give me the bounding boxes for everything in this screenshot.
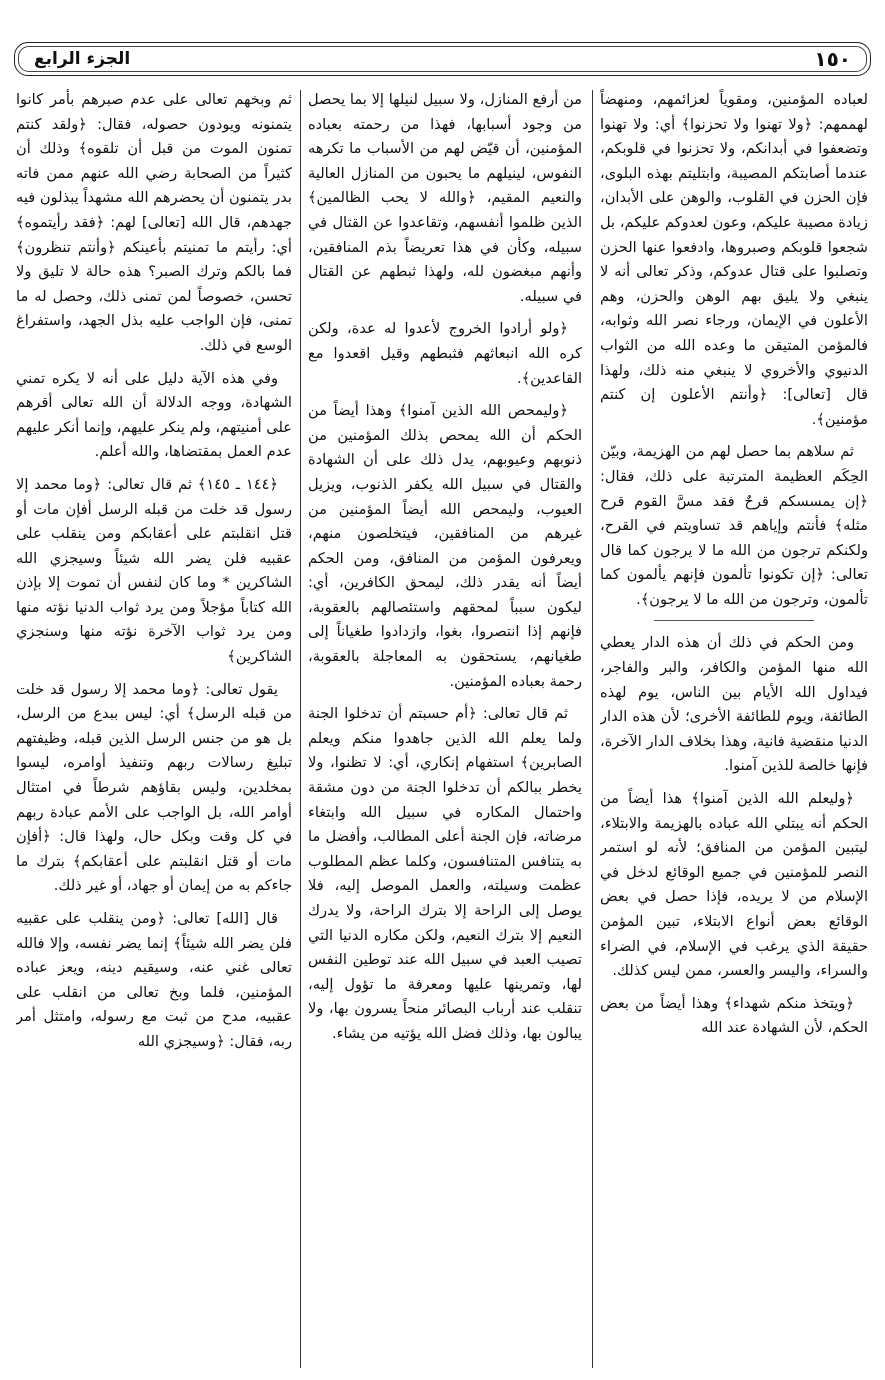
paragraph: ﴿وليمحص الله الذين آمنوا﴾ وهذا أيضاً من الحكم أن الله يمحص بذلك المؤمنين من ذنوبهم وعيوبهم، يدل ذلك على أن الشهادة والقتال في سبيل الله يكفر الذنوب، ويزيل العيوب، وليمحص الله أيضاً المؤمنين من غيرهم من المنافقين، فيتخلصون منهم، ويعرفون المؤمن من المنافق، ومن الحكم أيضاً أنه يقدر ذلك، ليمحق الكافرين، أي: ليكون سبباً لمحقهم واستئصالهم بالعقوبة، فإنهم إذا انتصروا، بغوا، وازدادوا طغياناً إلى طغيانهم، يستحقون به المعاجلة بالعقوبة، رحمة بعباده المؤمنين. [308, 402, 582, 690]
paragraph: يقول تعالى: ﴿وما محمد إلا رسول قد خلت من قبله الرسل﴾ أي: ليس ببدع من الرسل، بل هو من جنس الرسل الذين قبله، وظيفتهم تبليغ رسالات ربهم وتنفيذ أوامره، ليسوا بمخلدين، وليس بقاؤهم شرطاً في امتثال أوامر الله، بل الواجب على الأمم عبادة ربهم في كل وقت وبكل حال، ولهذا قال: ﴿أفإن مات أو قتل انقلبتم على أعقابكم﴾ بترك ما جاءكم به من إيمان أو جهاد، أو غير ذلك. [16, 680, 292, 895]
paragraph: ثم سلاهم بما حصل لهم من الهزيمة، وبيّن الحِكَم العظيمة المترتبة على ذلك، فقال: ﴿إن يمسسكم قرحٌ فقد مسَّ القوم قرح مثله﴾ فأنتم وإياهم قد تساويتم في القرح، ولكنكم ترجون من الله ما لا يرجون كما قال تعالى: ﴿إن تكونوا تألمون فإنهم يألمون كما تألمون، وترجون من الله ما لا يرجون﴾. [600, 443, 868, 608]
paragraph: ﴿ويتخذ منكم شهداء﴾ وهذا أيضاً من بعض الحكم، لأن الشهادة عند الله [600, 994, 868, 1037]
column-divider [592, 90, 593, 1368]
paragraph: ﴿ولو أرادوا الخروج لأعدوا له عدة، ولكن كره الله انبعاثهم فثبطهم وقيل اقعدوا مع القاعدين﴾. [308, 320, 582, 387]
paragraph: من أرفع المنازل، ولا سبيل لنيلها إلا بما يحصل من وجود أسبابها، فهذا من رحمته بعباده المؤمنين، أن قيّض لهم من الأسباب ما تكرهه النفوس، لينيلهم ما يحبون من المنازل العالية والنعيم المقيم، ﴿والله لا يحب الظالمين﴾ الذين ظلموا أنفسهم، وتقاعدوا عن القتال في سبيله، وكأن في هذا تعريضاً بذم المنافقين، وأنهم مبغضون لله، ولهذا ثبطهم عن القتال في سبيله. [308, 91, 582, 305]
paragraph: ﴿وليعلم الله الذين آمنوا﴾ هذا أيضاً من الحكم أنه يبتلي الله عباده بالهزيمة والابتلاء، ليتبين المؤمن من المنافق؛ لأنه لو استمر النصر للمؤمنين في جميع الوقائع لدخل في الإسلام من لا يريده، فإذا حصل في بعض الوقائع بعض أنواع الابتلاء، تبين المؤمن حقيقة الذي يرغب في الإسلام، في الضراء والسراء، واليسر والعسر، ممن ليس كذلك. [600, 790, 868, 980]
paragraph: لعباده المؤمنين، ومقوياً لعزائمهم، ومنهضاً لهممهم: ﴿ولا تهنوا ولا تحزنوا﴾ أي: ولا تهنوا وتضعفوا في أبدانكم، ولا تحزنوا في قلوبكم، عندما أصابتكم المصيبة، وابتليتم بهذه البلوى، فإن الحزن في القلوب، والوهن على الأبدان، زيادة مصيبة عليكم، وعون لعدوكم عليكم، بل شجعوا قلوبكم وصبروها، وادفعوا عنها الحزن وتصلبوا على قتال عدوكم، وذكر تعالى أنه لا ينبغي ولا يليق بهم الوهن والحزن، وهم الأعلون في الإيمان، ورجاء نصر الله وثوابه، فالمؤمن المتيقن ما وعده الله من الثواب الدنيوي والأخروي لا ينبغي منه ذلك، ولهذا قال [تعالى]: ﴿وأنتم الأعلون إن كنتم مؤمنين﴾. [600, 91, 868, 428]
paragraph: قال [الله] تعالى: ﴿ومن ينقلب على عقبيه فلن يضر الله شيئاً﴾ إنما يضر نفسه، وإلا فالله تعالى غني عنه، وسيقيم دينه، ويعز عباده المؤمنين، فلما وبخ تعالى من انقلب على عقبيه، مدح من ثبت مع رسوله، وامتثل أمر ربه، فقال: ﴿وسيجزي الله [16, 910, 292, 1050]
header-frame [14, 42, 871, 76]
paragraph: ثم وبخهم تعالى على عدم صبرهم بأمر كانوا يتمنونه ويودون حصوله، فقال: ﴿ولقد كنتم تمنون الموت من قبل أن تلقوه﴾ وذلك أن كثيراً من الصحابة رضي الله عنهم ممن فاته بدر يتمنون أن يحضرهم الله مشهداً يبذلون فيه جهدهم، قال الله [تعالى] لهم: ﴿فقد رأيتموه﴾ أي: رأيتم ما تمنيتم بأعينكم ﴿وأنتم تنظرون﴾ فما بالكم وترك الصبر؟ هذه حالة لا تليق ولا تحسن، خصوصاً لمن تمنى ذلك، وحصل له ما تمنى، فإن الواجب عليه بذل الجهد، واستفراغ الوسع في ذلك. [16, 91, 292, 354]
divider [654, 620, 815, 621]
paragraph: ﴿١٤٤ ـ ١٤٥﴾ ثم قال تعالى: ﴿وما محمد إلا رسول قد خلت من قبله الرسل أفإن مات أو قتل انقلبتم على أعقابكم ومن ينقلب على عقبيه فلن يضر الله شيئاً وسيجزي الله الشاكرين * وما كان لنفس أن تموت إلا بإذن الله كتاباً مؤجلاً ومن يرد ثواب الدنيا نؤته منها ومن يرد ثواب الآخرة نؤته منها وسنجزي الشاكرين﴾ [16, 475, 292, 666]
page-number: ١٥٠ [814, 47, 851, 71]
paragraph: وفي هذه الآية دليل على أنه لا يكره تمني الشهادة، ووجه الدلالة أن الله تعالى أقرهم على أمنيتهم، ولم ينكر عليهم، وإنما أنكر عليهم عدم العمل بمقتضاها، والله أعلم. [16, 369, 292, 461]
paragraph: ثم قال تعالى: ﴿أم حسبتم أن تدخلوا الجنة ولما يعلم الله الذين جاهدوا منكم ويعلم الصابرين﴾ استفهام إنكاري، أي: لا تظنوا، ولا يخطر ببالكم أن تدخلوا الجنة من دون مشقة واحتمال المكاره في سبيل الله وابتغاء مرضاته، فإن الجنة أعلى المطالب، وأفضل ما به يتنافس المتنافسون، وكلما عظم المطلوب عظمت وسيلته، والعمل الموصل إليه، فلا يوصل إلى الراحة إلا بترك الراحة، ولا يدرك النعيم إلا بترك النعيم، ولكن مكاره الدنيا التي تصيب العبد في سبيل الله عند توطين النفس لها، وتمرينها عليها ومعرفة ما تؤول إليه، تنقلب عند أرباب البصائر منحاً يسرون بها، ولا يبالون بها، وذلك فضل الله يؤتيه من يشاء. [308, 705, 582, 1042]
column-left [16, 88, 292, 1370]
paragraph: ومن الحكم في ذلك أن هذه الدار يعطي الله منها المؤمن والكافر، والبر والفاجر، فيداول الله الأيام بين الناس، يوم لهذه الطائفة، ويوم للطائفة الأخرى؛ لأن هذه الدار الدنيا منقضية فانية، وهذا بخلاف الدار الآخرة، فإنها خالصة للذين آمنوا. [600, 634, 868, 775]
running-head: الجزء الرابع [34, 49, 131, 69]
column-middle [308, 88, 582, 1370]
column-right [600, 88, 868, 1370]
column-divider [300, 90, 301, 1368]
